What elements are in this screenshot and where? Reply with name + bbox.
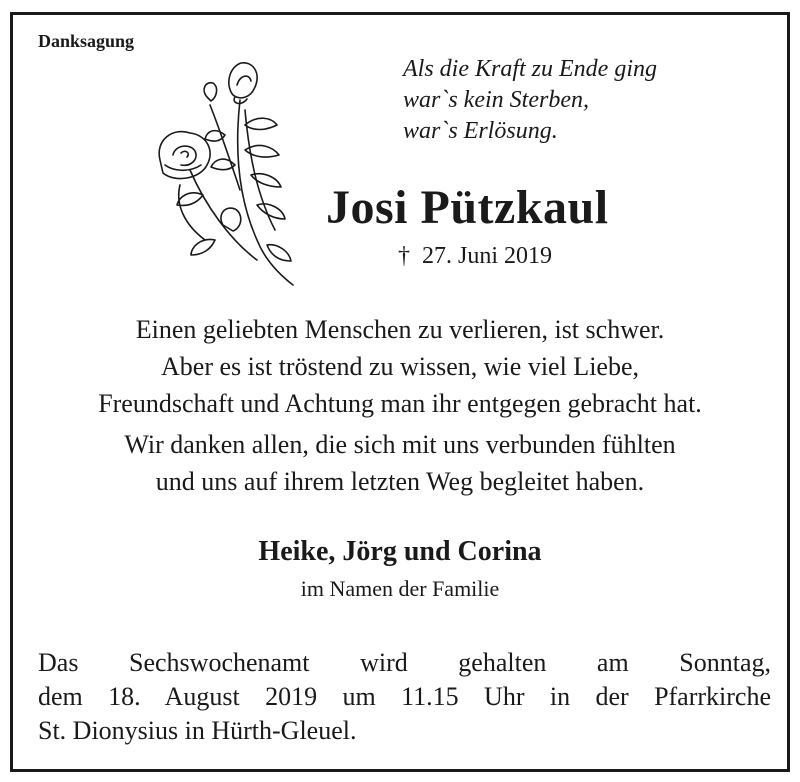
paragraph-line: und uns auf ihrem letzten Weg begleitet haben. [155, 467, 645, 496]
poem-line: Als die Kraft zu Ende ging [403, 56, 657, 82]
service-line: St. Dionysius in Hürth-Gleuel. [38, 716, 357, 745]
paragraph-line: Wir danken allen, die sich mit uns verbunden fühlten [124, 430, 676, 459]
cross-icon: † [398, 243, 410, 269]
service-line: dem 18. August 2019 um 11.15 Uhr in der Pfarrkirche [38, 682, 771, 711]
death-date: 27. Juni 2019 [422, 243, 553, 269]
poem-line: war`s Erlösung. [403, 118, 558, 144]
service-announcement [38, 646, 771, 748]
notice-heading: Danksagung [38, 31, 135, 51]
thanks-paragraph-2 [24, 426, 776, 500]
paragraph-line: Freundschaft und Achtung man ihr entgegen gebracht hat. [98, 389, 702, 418]
poem [403, 54, 657, 147]
death-date-line [398, 243, 552, 270]
paragraph-line: Einen geliebten Menschen zu verlieren, ist schwer. [135, 315, 665, 344]
thanks-paragraph-1 [24, 311, 776, 422]
service-line: Das Sechswochenamt wird gehalten am Sonntag, [38, 648, 771, 677]
deceased-name: Josi Pützkaul [326, 181, 609, 234]
rose-icon [145, 55, 310, 290]
paragraph-line: Aber es ist tröstend zu wissen, wie viel Liebe, [161, 352, 639, 381]
poem-line: war`s kein Sterben, [403, 87, 589, 113]
signers-note: im Namen der Familie [300, 576, 500, 601]
signers: Heike, Jörg und Corina [258, 536, 542, 567]
